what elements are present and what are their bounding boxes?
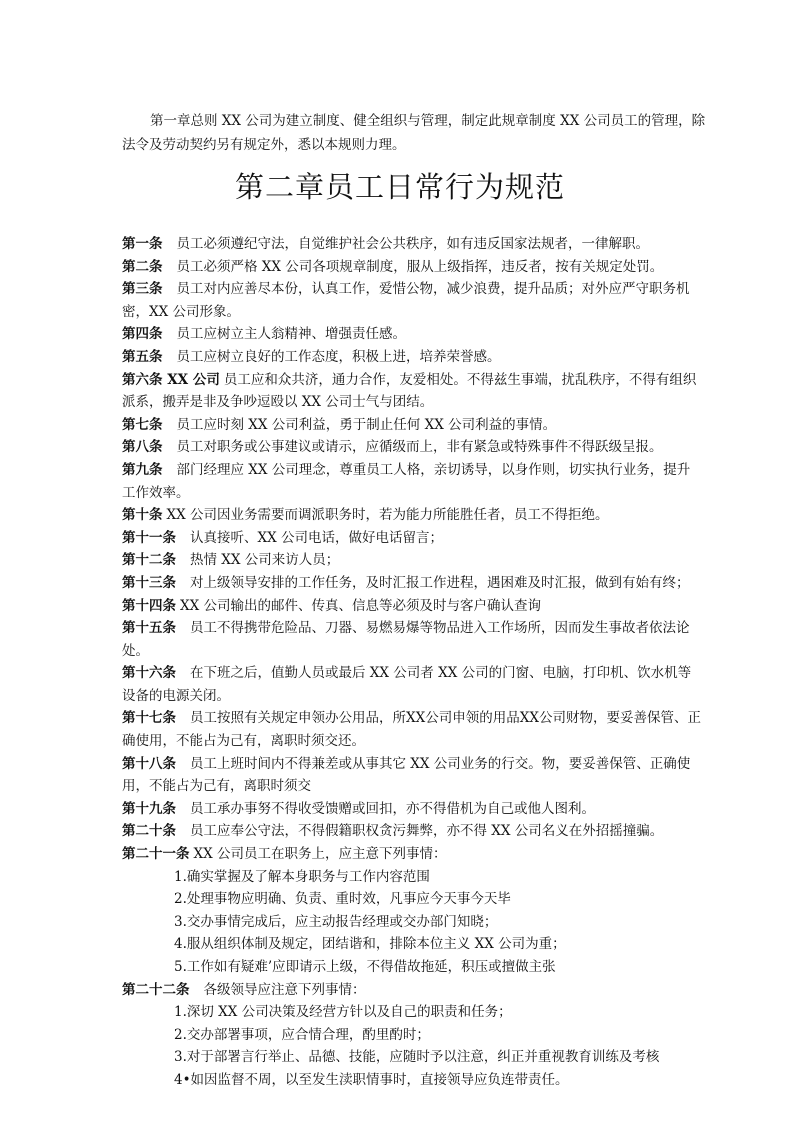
chapter-one-intro: 第一章总则 XX 公司为建立制度、健全组织与管理，制定此规章制度 XX 公司员工的管理，除法令及劳动契约另有规定外，悉以本规则力理。 (122, 112, 706, 153)
article-item (122, 527, 702, 550)
article-text: XX 公司输出的邮件、传真、信息等必须及时与客户确认查询 (180, 597, 542, 614)
article-sub-item: 2.处理事物应明确、负责、重时效，凡事应今天事今天毕 (174, 891, 511, 908)
article-list (122, 233, 702, 1092)
article-item (122, 617, 702, 662)
article-text: 员工必须遵纪守法，自觉维护社会公共秩序，如有违反国家法规者，一律解职。 (176, 236, 649, 252)
article-item (122, 369, 702, 414)
article-label: 第十四条 (122, 597, 176, 614)
article-label: 第六条 XX 公司 (122, 371, 220, 388)
article-text: 各级领导应注意下列事情： (203, 981, 366, 998)
article-item (122, 504, 702, 527)
article-text: 在下班之后，值勤人员或最后 XX 公司者 XX 公司的门窗、电脑，打印机、饮水机等设备的电源关闭。 (122, 665, 692, 704)
article-item (122, 707, 702, 752)
article-sub-item: 4.服从组织体制及规定，团结谐和，排除本位主义 XX 公司为重； (174, 936, 566, 953)
article-text: 员工对内应善尽本份，认真工作，爱惜公物，减少浪费，提升品质；对外应严守职务机密，XX 公司形象。 (122, 281, 690, 320)
article-text: 员工承办事努不得收受馈赠或回扣，亦不得借机为自己或他人图利。 (190, 800, 595, 817)
article-sub-item: 4•如因监督不周，以至发生渎职情事时，直接领导应负连带责任。 (174, 1071, 569, 1088)
article-text: 对上级领导安排的工作任务，及时汇报工作进程，遇困难及时汇报，做到有始有终； (190, 574, 690, 591)
article-text: 员工上班时间内不得兼差或从事其它 XX 公司业务的行交。物，要妥善保管、正确使用，不能占为己有，离职时须交 (122, 755, 691, 795)
article-text: 认真接听、XX 公司电话，做好电话留言； (190, 529, 444, 546)
article-item (122, 346, 702, 369)
article-text: 员工应树立主人翁精神、增强责任感。 (176, 326, 406, 343)
article-item (122, 549, 702, 572)
article-label: 第十二条 (122, 552, 176, 569)
article-item (122, 256, 702, 279)
article-sub-item: 3.对于部署言行举止、品德、技能，应随时予以注意，纠正并重视教育训练及考核 (174, 1049, 660, 1066)
article-text: 部门经理应 XX 公司理念，尊重员工人格，亲切诱导，以身作则，切实执行业务，提升工作效率。 (122, 461, 691, 501)
article-item (122, 979, 702, 1002)
article-label: 第十五条 (122, 620, 176, 637)
article-item (122, 459, 702, 504)
article-item (122, 233, 702, 256)
article-sub-item: 2.交办部署事项，应合情合理，酌里酌时； (174, 1026, 430, 1043)
article-label: 第四条 (122, 326, 163, 343)
article-sub-item: 1.深切 XX 公司决策及经营方针以及自己的职责和任务； (174, 1004, 512, 1021)
article-text: 热情 XX 公司来访人员； (190, 552, 340, 569)
article-sub-item: 1.确实掌握及了解本身职务与工作内容范围 (174, 868, 430, 885)
article-item (122, 572, 702, 595)
article-text: 员工应奉公守法，不得假籍职权贪污舞弊，亦不得 XX 公司名义在外招摇撞骗。 (190, 823, 664, 840)
article-item (122, 798, 702, 821)
article-item (122, 820, 702, 843)
article-label: 第二条 (122, 258, 163, 275)
article-item (122, 753, 702, 798)
article-label: 第五条 (122, 348, 163, 365)
article-label: 第八条 (122, 439, 163, 456)
article-text: XX 公司因业务需要而调派职务时，若为能力所能胜任者，员工不得拒绝。 (166, 507, 609, 524)
article-text: XX 公司员工在职务上，应主意下列事情： (193, 846, 447, 863)
article-item (122, 323, 702, 346)
article-label: 第十七条 (122, 710, 176, 727)
article-item (122, 843, 702, 866)
article-label: 第七条 (122, 416, 163, 433)
article-label: 第十八条 (122, 755, 176, 772)
article-label: 第十九条 (122, 800, 176, 817)
article-item (122, 414, 702, 437)
article-text: 员工应时刻 XX 公司利益，勇于制止任何 XX 公司利益的事情。 (176, 416, 557, 433)
article-label: 第十三条 (122, 574, 176, 591)
article-label: 第十一条 (122, 529, 176, 546)
article-label: 第三条 (122, 281, 163, 298)
article-label: 第二十条 (122, 823, 176, 840)
article-label: 第二十一条 (122, 846, 190, 863)
article-text: 员工按照有关规定申领办公用品，所XX公司申领的用品XX公司财物，要妥善保管、正确使用，不能占为己有，离职时须交还。 (122, 710, 701, 750)
article-sub-item: 5.工作如有疑难’应即请示上级，不得借故拖延，积压或擅做主张 (174, 959, 556, 975)
article-item (122, 662, 702, 707)
article-text: 员工应树立良好的工作态度，积极上进，培养荣誉感。 (176, 348, 501, 365)
article-item (122, 595, 702, 618)
article-text: 员工不得携带危险品、刀器、易燃易爆等物品进入工作场所，因而发生事故者依法论处。 (122, 620, 690, 659)
article-label: 第十六条 (122, 665, 176, 682)
article-label: 第一条 (122, 236, 163, 252)
article-item (122, 278, 702, 323)
chapter-two-title: 第二章员工日常行为规范 (234, 170, 565, 204)
article-text: 员工对职务或公事建议或请示，应循级而上，非有紧急或特殊事件不得跃级呈报。 (176, 439, 663, 456)
article-text: 员工必须严格 XX 公司各项规章制度，服从上级指挥，违反者，按有关规定处罚。 (176, 258, 664, 275)
article-label: 第十条 (122, 507, 163, 524)
article-text: 员工应和众共济，通力合作，友爱相处。不得兹生事端，扰乱秩序，不得有组织派系，搬弄是非及争吵逗殴以 XX 公司士气与团结。 (122, 371, 697, 411)
article-label: 第二十二条 (122, 981, 190, 998)
article-label: 第九条 (122, 461, 163, 478)
article-sub-item: 3.交办事情完成后，应主动报告经理或交办部门知晓； (174, 913, 498, 930)
article-item (122, 436, 702, 459)
